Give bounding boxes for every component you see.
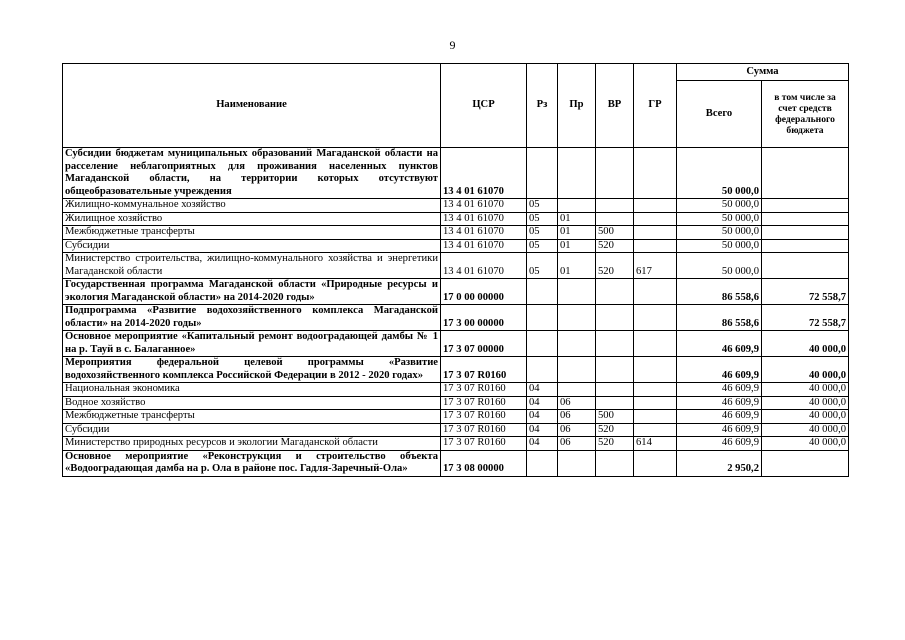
cell-pr: 01	[558, 212, 596, 226]
cell-federal: 40 000,0	[762, 383, 849, 397]
table-row	[63, 331, 849, 357]
cell-gr: 617	[634, 253, 677, 279]
cell-csr: 17 3 08 00000	[441, 450, 527, 476]
cell-gr	[634, 423, 677, 437]
cell-pr: 06	[558, 396, 596, 410]
cell-total: 50 000,0	[677, 239, 762, 253]
cell-federal	[762, 148, 849, 199]
cell-rz	[527, 305, 558, 331]
cell-rz: 05	[527, 239, 558, 253]
cell-name: Жилищно-коммунальное хозяйство	[63, 199, 441, 213]
cell-total: 86 558,6	[677, 305, 762, 331]
cell-pr: 01	[558, 239, 596, 253]
cell-gr	[634, 226, 677, 240]
table-row	[63, 148, 849, 199]
cell-csr: 17 3 00 00000	[441, 305, 527, 331]
cell-total: 46 609,9	[677, 357, 762, 383]
cell-gr	[634, 450, 677, 476]
cell-name: Основное мероприятие «Капитальный ремонт водооградающей дамбы № 1 на р. Тауй в с. Балаганное»	[63, 331, 441, 357]
cell-csr: 17 3 07 00000	[441, 331, 527, 357]
cell-csr: 17 3 07 R0160	[441, 383, 527, 397]
cell-vr	[596, 331, 634, 357]
cell-rz: 05	[527, 212, 558, 226]
cell-vr	[596, 199, 634, 213]
cell-total: 46 609,9	[677, 423, 762, 437]
cell-name: Национальная экономика	[63, 383, 441, 397]
header-rz: Рз	[527, 64, 558, 148]
cell-csr: 13 4 01 61070	[441, 212, 527, 226]
cell-csr: 17 3 07 R0160	[441, 396, 527, 410]
cell-vr	[596, 450, 634, 476]
cell-csr: 13 4 01 61070	[441, 226, 527, 240]
cell-name: Водное хозяйство	[63, 396, 441, 410]
cell-name: Министерство природных ресурсов и экологии Магаданской области	[63, 437, 441, 451]
table-body	[63, 148, 849, 477]
table-row	[63, 212, 849, 226]
cell-name: Межбюджетные трансферты	[63, 226, 441, 240]
cell-federal	[762, 212, 849, 226]
cell-rz	[527, 331, 558, 357]
cell-rz: 05	[527, 253, 558, 279]
cell-total: 50 000,0	[677, 148, 762, 199]
header-row	[63, 64, 849, 81]
cell-federal: 72 558,7	[762, 305, 849, 331]
cell-total: 46 609,9	[677, 437, 762, 451]
cell-rz: 05	[527, 199, 558, 213]
cell-vr	[596, 148, 634, 199]
cell-gr	[634, 396, 677, 410]
header-name: Наименование	[63, 64, 441, 148]
table-row	[63, 226, 849, 240]
cell-csr: 17 0 00 00000	[441, 279, 527, 305]
cell-csr: 17 3 07 R0160	[441, 357, 527, 383]
cell-gr	[634, 357, 677, 383]
cell-pr: 06	[558, 437, 596, 451]
cell-rz: 05	[527, 226, 558, 240]
cell-pr: 01	[558, 226, 596, 240]
cell-federal: 40 000,0	[762, 423, 849, 437]
cell-federal	[762, 450, 849, 476]
cell-name: Основное мероприятие «Реконструкция и строительство объекта «Водооградающая дамба на р. Ола в районе пос. Гадля-Заречный-Ола»	[63, 450, 441, 476]
cell-pr	[558, 357, 596, 383]
header-pr: Пр	[558, 64, 596, 148]
cell-federal	[762, 226, 849, 240]
table-row	[63, 437, 849, 451]
cell-total: 50 000,0	[677, 226, 762, 240]
cell-total: 50 000,0	[677, 212, 762, 226]
cell-gr	[634, 279, 677, 305]
cell-csr: 13 4 01 61070	[441, 148, 527, 199]
cell-total: 2 950,2	[677, 450, 762, 476]
cell-pr	[558, 199, 596, 213]
table-row	[63, 199, 849, 213]
cell-name: Субсидии	[63, 239, 441, 253]
cell-vr: 520	[596, 437, 634, 451]
cell-name: Государственная программа Магаданской области «Природные ресурсы и экология Магаданской области» на 2014-2020 годы»	[63, 279, 441, 305]
cell-name: Субсидии бюджетам муниципальных образований Магаданской области на расселение неблагоприятных для проживания населенных пунктов Магаданской области, на территории которых отсутствуют общеобразовательные учреждения	[63, 148, 441, 199]
cell-vr	[596, 396, 634, 410]
cell-name: Подпрограмма «Развитие водохозяйственного комплекса Магаданской области» на 2014-2020 годы»	[63, 305, 441, 331]
page-number: 9	[449, 38, 456, 52]
cell-vr	[596, 305, 634, 331]
cell-gr	[634, 331, 677, 357]
cell-name: Межбюджетные трансферты	[63, 410, 441, 424]
table-row	[63, 423, 849, 437]
cell-federal: 40 000,0	[762, 396, 849, 410]
cell-vr: 520	[596, 253, 634, 279]
cell-federal	[762, 253, 849, 279]
header-csr: ЦСР	[441, 64, 527, 148]
header-total: Всего	[677, 81, 762, 148]
cell-vr	[596, 383, 634, 397]
cell-pr: 06	[558, 423, 596, 437]
cell-rz	[527, 357, 558, 383]
cell-pr	[558, 305, 596, 331]
cell-total: 86 558,6	[677, 279, 762, 305]
cell-rz: 04	[527, 383, 558, 397]
cell-total: 46 609,9	[677, 383, 762, 397]
cell-name: Министерство строительства, жилищно-коммунального хозяйства и энергетики Магаданской области	[63, 253, 441, 279]
cell-federal	[762, 199, 849, 213]
table-row	[63, 396, 849, 410]
cell-total: 50 000,0	[677, 199, 762, 213]
cell-gr	[634, 199, 677, 213]
cell-gr	[634, 212, 677, 226]
cell-total: 50 000,0	[677, 253, 762, 279]
cell-federal: 40 000,0	[762, 410, 849, 424]
cell-vr	[596, 279, 634, 305]
cell-total: 46 609,9	[677, 331, 762, 357]
cell-gr	[634, 148, 677, 199]
header-sum: Сумма	[677, 64, 849, 81]
cell-pr	[558, 331, 596, 357]
cell-vr: 500	[596, 410, 634, 424]
table-row	[63, 410, 849, 424]
cell-csr: 13 4 01 61070	[441, 239, 527, 253]
cell-rz: 04	[527, 396, 558, 410]
cell-csr: 17 3 07 R0160	[441, 423, 527, 437]
cell-federal	[762, 239, 849, 253]
cell-csr: 13 4 01 61070	[441, 199, 527, 213]
cell-vr: 520	[596, 423, 634, 437]
cell-rz	[527, 148, 558, 199]
cell-vr: 500	[596, 226, 634, 240]
cell-gr	[634, 383, 677, 397]
cell-rz: 04	[527, 437, 558, 451]
cell-name: Жилищное хозяйство	[63, 212, 441, 226]
cell-total: 46 609,9	[677, 410, 762, 424]
cell-pr	[558, 148, 596, 199]
header-vr: ВР	[596, 64, 634, 148]
cell-total: 46 609,9	[677, 396, 762, 410]
cell-rz: 04	[527, 423, 558, 437]
cell-pr: 01	[558, 253, 596, 279]
table-row	[63, 357, 849, 383]
cell-gr: 614	[634, 437, 677, 451]
cell-federal: 40 000,0	[762, 357, 849, 383]
table-row	[63, 450, 849, 476]
cell-vr	[596, 212, 634, 226]
cell-gr	[634, 305, 677, 331]
table-row	[63, 383, 849, 397]
table-row	[63, 305, 849, 331]
budget-table	[62, 63, 849, 477]
table-row	[63, 253, 849, 279]
cell-federal: 40 000,0	[762, 437, 849, 451]
cell-rz	[527, 450, 558, 476]
header-federal: в том числе за счет средств федерального бюджета	[762, 81, 849, 148]
cell-csr: 13 4 01 61070	[441, 253, 527, 279]
table-row	[63, 239, 849, 253]
table-row	[63, 279, 849, 305]
cell-csr: 17 3 07 R0160	[441, 410, 527, 424]
cell-name: Мероприятия федеральной целевой программы «Развитие водохозяйственного комплекса Российской Федерации в 2012 - 2020 годах»	[63, 357, 441, 383]
cell-vr	[596, 357, 634, 383]
cell-pr	[558, 279, 596, 305]
cell-gr	[634, 239, 677, 253]
cell-pr	[558, 450, 596, 476]
cell-csr: 17 3 07 R0160	[441, 437, 527, 451]
header-gr: ГР	[634, 64, 677, 148]
cell-rz	[527, 279, 558, 305]
cell-pr: 06	[558, 410, 596, 424]
cell-gr	[634, 410, 677, 424]
cell-pr	[558, 383, 596, 397]
cell-federal: 72 558,7	[762, 279, 849, 305]
cell-name: Субсидии	[63, 423, 441, 437]
cell-vr: 520	[596, 239, 634, 253]
cell-rz: 04	[527, 410, 558, 424]
cell-federal: 40 000,0	[762, 331, 849, 357]
